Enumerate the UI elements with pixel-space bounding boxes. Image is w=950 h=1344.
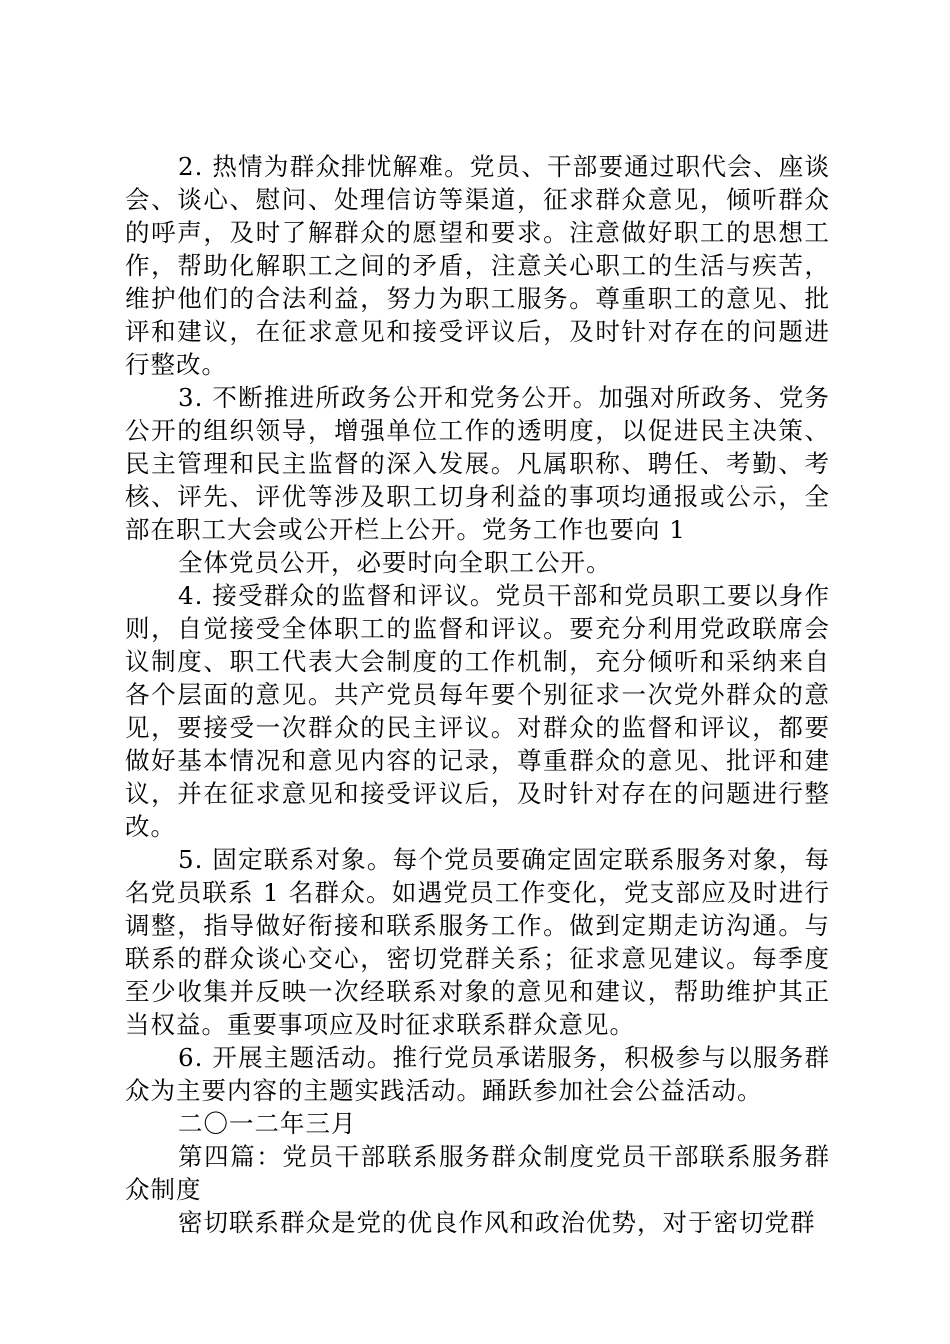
paragraph-intro: 密切联系群众是党的优良作风和政治优势，对于密切党群 [178,1208,816,1237]
section-heading: 第四篇：党员干部联系服务群众制度党员干部联系服务群众制度 [125,1142,830,1204]
paragraph-item-5: 5. 固定联系对象。每个党员要确定固定联系服务对象，每名党员联系 1 名群众。如遇党员工作变化，党支部应及时进行调整，指导做好衔接和联系服务工作。做到定期走访沟通。与联系的群众谈心交心，密切党群关系；征求意见建议。每季度至少收集并反映一次经联系对象的意见和建议，帮助维护其正当权益。重要事项应及时征求联系群众意见。 [125,845,830,1039]
document-body [125,150,830,1239]
paragraph-continuation: 全体党员公开，必要时向全职工公开。 [178,548,612,577]
document-date: 二〇一二年三月 [178,1109,357,1138]
paragraph-item-2: 2. 热情为群众排忧解难。党员、干部要通过职代会、座谈会、谈心、慰问、处理信访等渠道，征求群众意见，倾听群众的呼声，及时了解群众的愿望和要求。注意做好职工的思想工作，帮助化解职工之间的矛盾，注意关心职工的生活与疾苦，维护他们的合法利益，努力为职工服务。尊重职工的意见、批评和建议，在征求意见和接受评议后，及时针对存在的问题进行整改。 [125,152,830,379]
paragraph-item-6: 6. 开展主题活动。推行党员承诺服务，积极参与以服务群众为主要内容的主题实践活动。踊跃参加社会公益活动。 [125,1043,830,1105]
paragraph-item-3: 3. 不断推进所政务公开和党务公开。加强对所政务、党务公开的组织领导，增强单位工作的透明度，以促进民主决策、民主管理和民主监督的深入发展。凡属职称、聘任、考勤、考核、评先、评优等涉及职工切身利益的事项均通报或公示，全部在职工大会或公开栏上公开。党务工作也要向 1 [125,383,830,544]
paragraph-item-4: 4. 接受群众的监督和评议。党员干部和党员职工要以身作则，自觉接受全体职工的监督和评议。要充分利用党政联席会议制度、职工代表大会制度的工作机制，充分倾听和采纳来自各个层面的意见。共产党员每年要个别征求一次党外群众的意见，要接受一次群众的民主评议。对群众的监督和评议，都要做好基本情况和意见内容的记录，尊重群众的意见、批评和建议，并在征求意见和接受评议后，及时针对存在的问题进行整改。 [125,581,830,841]
